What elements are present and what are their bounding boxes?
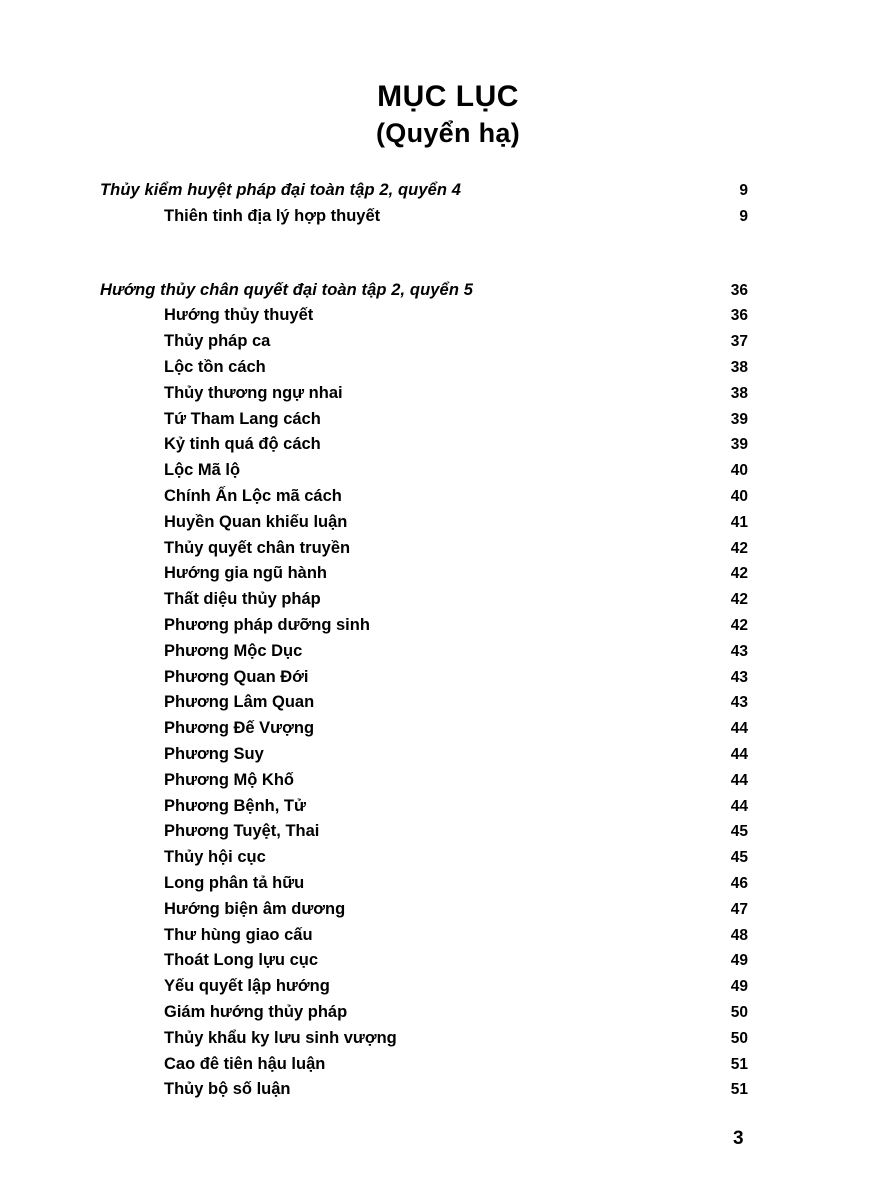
toc-entry-label: Cao đê tiên hậu luận: [164, 1054, 326, 1073]
toc-entry-label: Phương Bệnh, Tử: [164, 796, 306, 815]
toc-entry-page-number: 40: [730, 487, 748, 505]
toc-entry-label: Phương Suy: [164, 744, 264, 763]
toc-entry-page-number: 39: [730, 436, 748, 454]
toc-entry[interactable]: [100, 204, 748, 230]
toc-entry-label: Thủy thương ngự nhai: [164, 383, 343, 402]
toc-entry[interactable]: [100, 871, 748, 897]
page-title: [0, 82, 896, 147]
folio-number: 3: [733, 1128, 744, 1149]
toc-entry[interactable]: [100, 1000, 748, 1026]
toc-entry-page-number: 50: [730, 1003, 748, 1021]
toc-entry-label: Hướng thủy thuyết: [164, 306, 314, 325]
toc-entry[interactable]: [100, 1077, 748, 1103]
toc-entry[interactable]: [100, 510, 748, 536]
toc-section-heading-label: Thủy kiểm huyệt pháp đại toàn tập 2, quyển 4: [100, 181, 462, 199]
toc-entry[interactable]: [100, 381, 748, 407]
toc-entry-label: Thủy quyết chân truyền: [164, 538, 351, 557]
toc-entry-label: Chính Ấn Lộc mã cách: [164, 486, 342, 505]
toc-entry-label: Phương Lâm Quan: [164, 693, 315, 712]
toc-entry-page-number: 42: [730, 565, 748, 583]
toc-entry-page-number: 48: [730, 926, 748, 944]
toc-entry-page-number: 37: [730, 333, 748, 351]
toc-entry-page-number: 45: [730, 823, 748, 841]
toc-entry[interactable]: [100, 536, 748, 562]
toc-entry-label: Lộc tồn cách: [164, 357, 266, 376]
toc-entry-page-number: 9: [739, 207, 748, 225]
toc-entry-label: Lộc Mã lộ: [164, 461, 241, 480]
toc-entry[interactable]: [100, 768, 748, 794]
toc-entry[interactable]: [100, 923, 748, 949]
toc-section-heading[interactable]: [100, 278, 748, 304]
toc-entry-page-number: 44: [730, 771, 748, 789]
toc-entry-page-number: 38: [730, 358, 748, 376]
toc-entry-page-number: 41: [730, 513, 748, 531]
toc-section-heading-page-number: 36: [730, 281, 748, 299]
toc-entry-label: Tứ Tham Lang cách: [164, 409, 321, 428]
toc-entry-page-number: 36: [730, 307, 748, 325]
toc-entry[interactable]: [100, 1052, 748, 1078]
toc-entry[interactable]: [100, 716, 748, 742]
toc-entry-page-number: 38: [730, 384, 748, 402]
toc-entry-page-number: 42: [730, 591, 748, 609]
toc-entry-label: Hướng gia ngũ hành: [164, 564, 327, 583]
toc-entry[interactable]: [100, 897, 748, 923]
toc-entry-page-number: 49: [730, 978, 748, 996]
toc-entry[interactable]: [100, 665, 748, 691]
toc-entry[interactable]: [100, 794, 748, 820]
toc-entry-page-number: 43: [730, 642, 748, 660]
toc-entry[interactable]: [100, 974, 748, 1000]
toc-entry-page-number: 40: [730, 462, 748, 480]
toc-entry-page-number: 49: [730, 952, 748, 970]
toc-entry-page-number: 47: [730, 900, 748, 918]
toc-section-heading-label: Hướng thủy chân quyết đại toàn tập 2, quyển 5: [100, 280, 473, 299]
toc-entry[interactable]: [100, 948, 748, 974]
toc-entry-label: Phương Đế Vượng: [164, 719, 315, 738]
toc-entry-label: Giám hướng thủy pháp: [164, 1002, 348, 1021]
toc-entry[interactable]: [100, 742, 748, 768]
toc-section: [100, 178, 748, 230]
toc-entry-label: Thoát Long lựu cục: [164, 951, 319, 970]
toc-section-heading-page-number: 9: [739, 182, 748, 199]
toc-entry-label: Huyền Quan khiếu luận: [164, 512, 348, 531]
toc-entry[interactable]: [100, 303, 748, 329]
toc-section: [100, 278, 748, 1104]
toc-entry-label: Phương Mộc Dục: [164, 641, 303, 660]
toc-entry[interactable]: [100, 484, 748, 510]
toc-entry-page-number: 42: [730, 616, 748, 634]
toc-entry[interactable]: [100, 639, 748, 665]
toc-entry-label: Kỷ tinh quá độ cách: [164, 435, 321, 454]
toc-entry[interactable]: [100, 613, 748, 639]
toc-entry-page-number: 42: [730, 539, 748, 557]
toc-entry-page-number: 46: [730, 874, 748, 892]
toc-entry[interactable]: [100, 355, 748, 381]
toc-entry-page-number: 51: [730, 1081, 748, 1099]
page-title-subtitle: (Quyển hạ): [375, 118, 520, 148]
toc-entry[interactable]: [100, 432, 748, 458]
toc-entry[interactable]: [100, 1026, 748, 1052]
toc-entry-page-number: 44: [730, 745, 748, 763]
toc-entry[interactable]: [100, 458, 748, 484]
toc-entry-label: Hướng biện âm dương: [164, 899, 346, 918]
toc-entry[interactable]: [100, 407, 748, 433]
toc-entry-label: Thư hùng giao cấu: [164, 925, 313, 944]
toc-entry[interactable]: [100, 587, 748, 613]
toc-entry[interactable]: [100, 561, 748, 587]
toc-entry-label: Phương pháp dưỡng sinh: [164, 615, 370, 634]
toc-entry-page-number: 39: [730, 410, 748, 428]
toc-entry-page-number: 43: [730, 694, 748, 712]
toc-entry-label: Thất diệu thủy pháp: [164, 590, 321, 609]
toc-entry-page-number: 45: [730, 849, 748, 867]
toc-section-heading[interactable]: [100, 178, 748, 204]
toc-entry-page-number: 44: [730, 720, 748, 738]
toc-entry[interactable]: [100, 329, 748, 355]
toc-entry-label: Long phân tả hữu: [164, 873, 305, 892]
toc-entry-label: Thiên tinh địa lý hợp thuyết: [164, 206, 381, 225]
toc-entry-label: Thủy bộ số luận: [164, 1080, 291, 1099]
toc-entry[interactable]: [100, 690, 748, 716]
toc-entry-page-number: 50: [730, 1029, 748, 1047]
toc-entry-label: Phương Mộ Khố: [164, 770, 294, 789]
toc-entry-label: Thủy pháp ca: [164, 332, 271, 351]
toc-entry[interactable]: [100, 819, 748, 845]
toc-entry[interactable]: [100, 845, 748, 871]
toc-entry-page-number: 51: [730, 1055, 748, 1073]
toc-entry-page-number: 44: [730, 797, 748, 815]
toc-entry-label: Phương Quan Đới: [164, 667, 309, 686]
toc-entry-label: Phương Tuyệt, Thai: [164, 822, 320, 841]
page-title-main: MỤC LỤC: [377, 80, 519, 113]
toc-entry-label: Yếu quyết lập hướng: [164, 977, 330, 996]
toc-entry-page-number: 43: [730, 668, 748, 686]
toc-entry-label: Thủy hội cục: [164, 848, 266, 867]
table-of-contents: [100, 178, 748, 1103]
toc-entry-label: Thủy khẩu ky lưu sinh vượng: [164, 1028, 397, 1047]
